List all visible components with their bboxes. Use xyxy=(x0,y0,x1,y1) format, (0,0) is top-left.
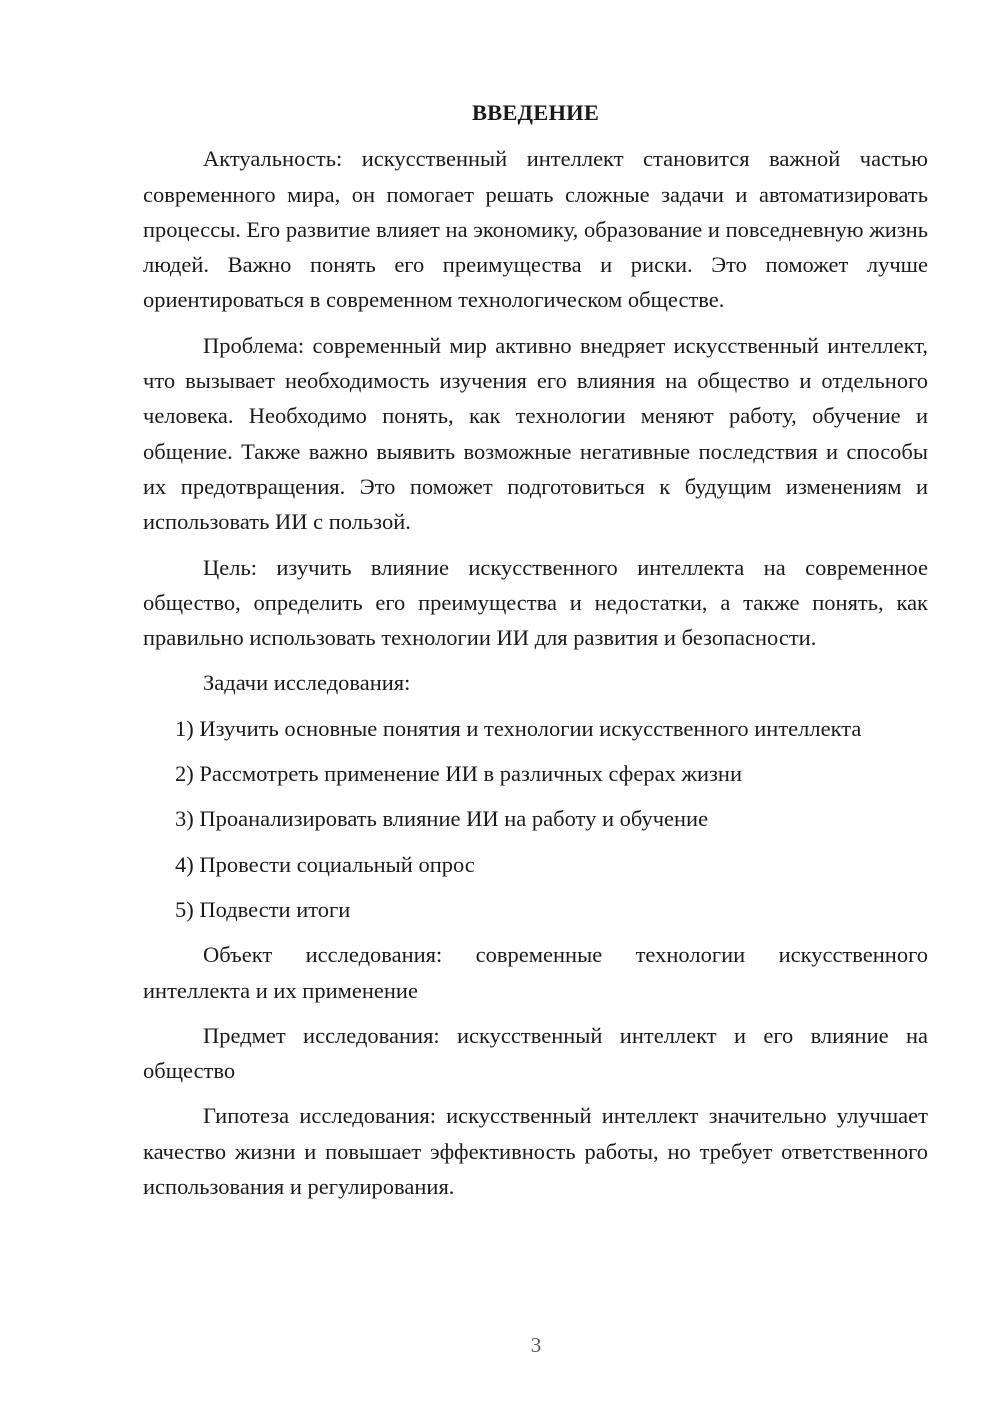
paragraph-object: Объект исследования: современные технологии искусственного интеллекта и их применение xyxy=(143,942,928,1003)
task-item: 1) Изучить основные понятия и технологии искусственного интеллекта xyxy=(175,715,862,741)
task-list xyxy=(143,711,928,927)
task-item: 4) Провести социальный опрос xyxy=(175,851,475,877)
task-item: 2) Рассмотреть применение ИИ в различных сферах жизни xyxy=(175,761,742,787)
section-title: ВВЕДЕНИЕ xyxy=(471,100,600,125)
page-number: 3 xyxy=(530,1333,542,1357)
paragraph-problem: Проблема: современный мир активно внедряет искусственный интеллект, что вызывает необходимость изучения его влияния на общество и отдельного человека. Необходимо понять, как технологии меняют работу, обучение и общение. Также важно выявить возможные негативные последствия и способы их предотвращения. Это поможет подготовиться к будущим изменениям и использовать ИИ с пользой. xyxy=(143,332,928,535)
paragraph-goal: Цель: изучить влияние искусственного интеллекта на современное общество, определить его преимущества и недостатки, а также понять, как правильно использовать технологии ИИ для развития и безопасности. xyxy=(143,554,928,651)
paragraph-hypothesis: Гипотеза исследования: искусственный интеллект значительно улучшает качество жизни и повышает эффективность работы, но требует ответственного использования и регулирования. xyxy=(143,1103,928,1200)
tasks-heading: Задачи исследования: xyxy=(203,670,411,696)
document-page xyxy=(143,95,928,1214)
task-item: 5) Подвести итоги xyxy=(175,896,351,922)
paragraph-relevance: Актуальность: искусственный интеллект становится важной частью современного мира, он помогает решать сложные задачи и автоматизировать процессы. Его развитие влияет на экономику, образование и повседневную жизнь людей. Важно понять его преимущества и риски. Это поможет лучше ориентироваться в современном технологическом обществе. xyxy=(143,146,928,313)
task-item: 3) Проанализировать влияние ИИ на работу и обучение xyxy=(175,806,709,832)
paragraph-subject: Предмет исследования: искусственный интеллект и его влияние на общество xyxy=(143,1022,928,1084)
